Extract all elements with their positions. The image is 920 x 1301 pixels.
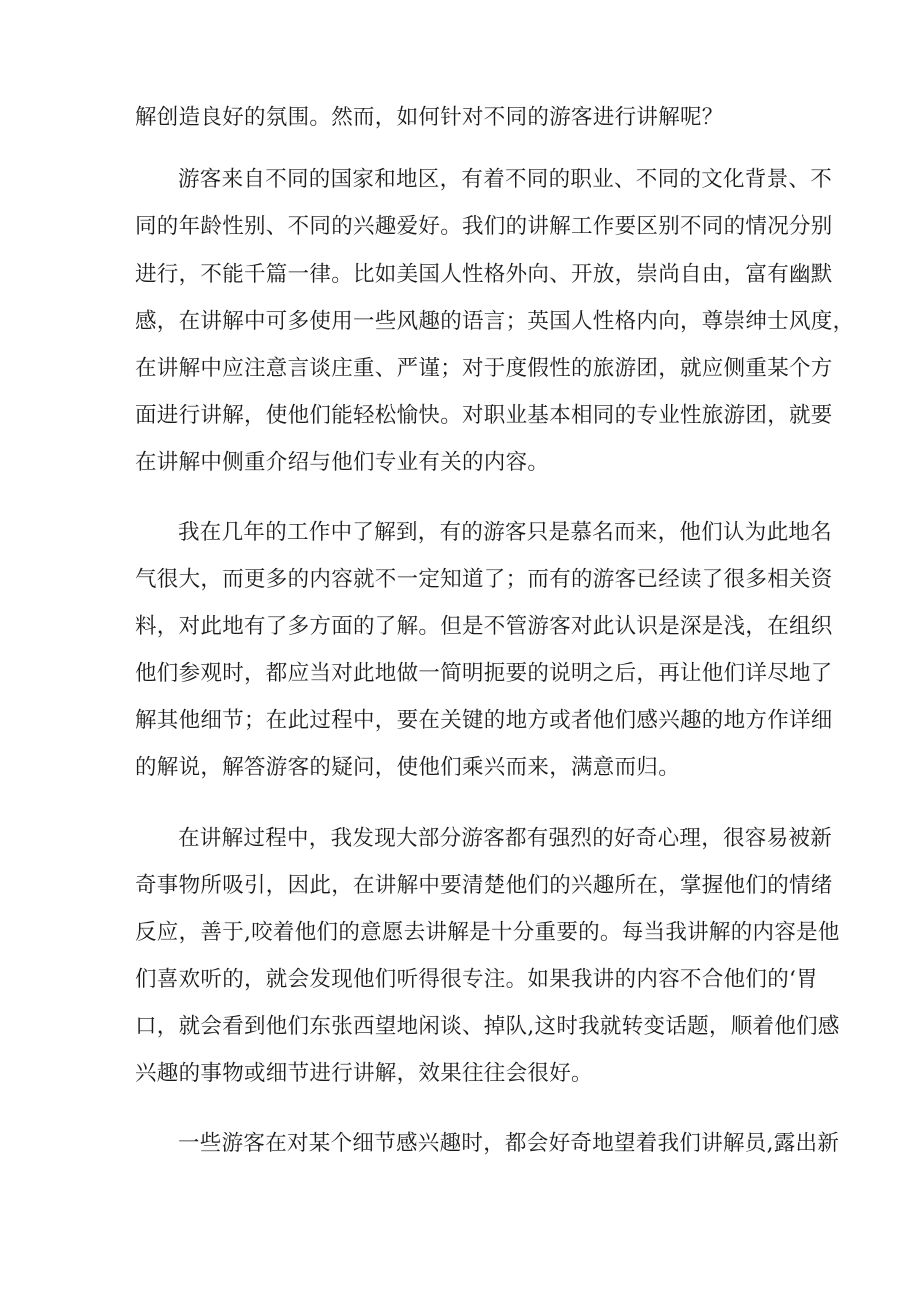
text-line: 在讲解中应注意言谈庄重、严谨；对于度假性的旅游团，就应侧重某个方 [135, 356, 833, 381]
text-line: 口，就会看到他们东张西望地闲谈、掉队,这时我就转变话题，顺着他们感 [135, 1014, 840, 1039]
text-line: 游客来自不同的国家和地区，有着不同的职业、不同的文化背景、不 [178, 167, 833, 192]
text-line: 进行，不能千篇一律。比如美国人性格外向、开放，崇尚自由，富有幽默 [135, 262, 833, 287]
text-line: 气很大，而更多的内容就不一定知道了；而有的游客已经读了很多相关资 [135, 567, 833, 592]
text-line: 他们参观时，都应当对此地做一简明扼要的说明之后，再让他们详尽地了 [135, 661, 833, 686]
text-line: 感，在讲解中可多使用一些风趣的语言；英国人性格内向，尊崇绅士风度， [135, 309, 855, 334]
text-line: 在讲解中侧重介绍与他们专业有关的内容。 [135, 450, 550, 475]
text-line: 奇事物所吸引，因此，在讲解中要清楚他们的兴趣所在，掌握他们的情绪 [135, 873, 833, 898]
text-line: 同的年龄性别、不同的兴趣爱好。我们的讲解工作要区别不同的情况分别 [135, 214, 833, 239]
text-line: 在讲解过程中，我发现大部分游客都有强烈的好奇心理，很容易被新 [178, 826, 833, 851]
text-line: 的解说，解答游客的疑问，使他们乘兴而来，满意而归。 [135, 755, 681, 780]
text-line: 兴趣的事物或细节进行讲解，效果往往会很好。 [135, 1061, 593, 1086]
text-line: 一些游客在对某个细节感兴趣时，都会好奇地望着我们讲解员,露出新 [178, 1131, 840, 1156]
text-line: 我在几年的工作中了解到，有的游客只是慕名而来，他们认为此地名 [178, 520, 833, 545]
text-line: 解其他细节；在此过程中，要在关键的地方或者他们感兴趣的地方作详细 [135, 708, 833, 733]
text-line: 解创造良好的氛围。然而，如何针对不同的游客进行讲解呢？ [135, 105, 724, 130]
text-line: 料，对此地有了多方面的了解。但是不管游客对此认识是深是浅，在组织 [135, 614, 833, 639]
text-line: 们喜欢听的，就会发现他们听得很专注。如果我讲的内容不合他们的‘胃 [135, 967, 818, 992]
text-line: 面进行讲解，使他们能轻松愉快。对职业基本相同的专业性旅游团，就要 [135, 403, 833, 428]
text-line: 反应，善于,咬着他们的意愿去讲解是十分重要的。每当我讲解的内容是他 [135, 920, 840, 945]
